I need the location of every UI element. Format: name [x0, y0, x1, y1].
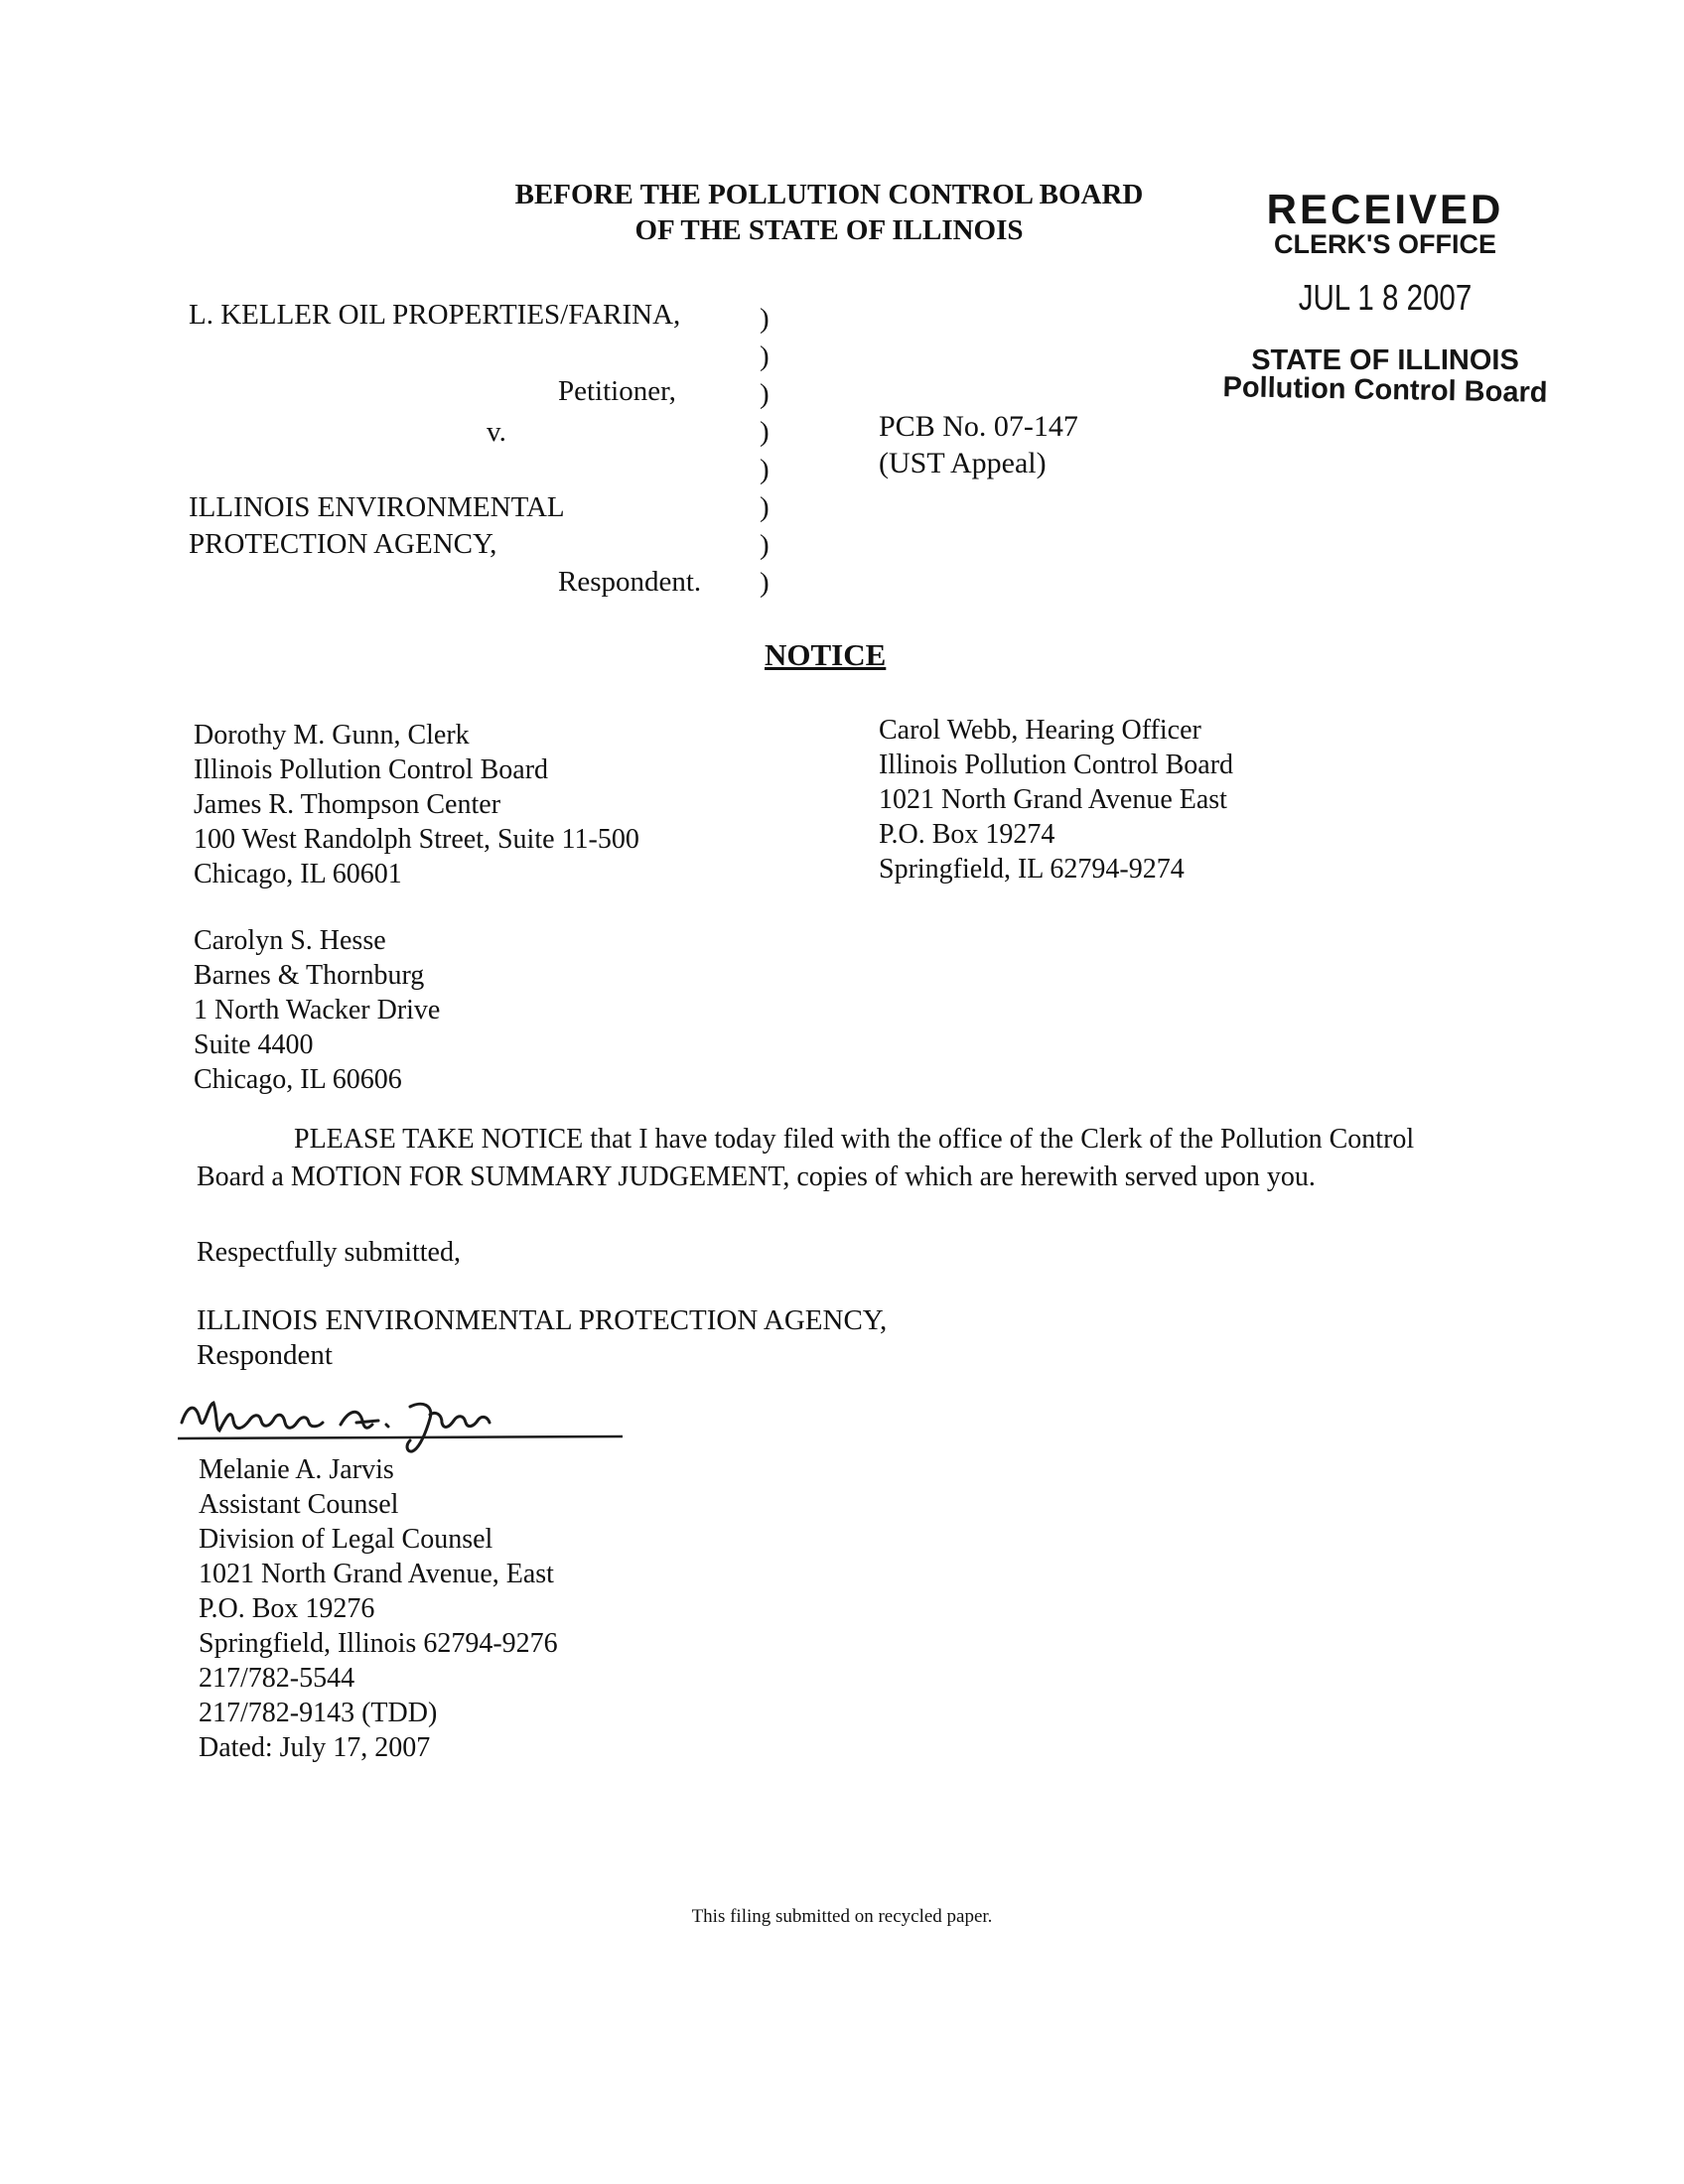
signer-city: Springfield, Illinois 62794-9276 — [199, 1628, 558, 1659]
recipient-address-2 — [879, 713, 1233, 887]
notice-title: NOTICE — [765, 637, 887, 672]
address-line: 1021 North Grand Avenue East — [879, 784, 1227, 815]
closing: Respectfully submitted, — [197, 1237, 461, 1268]
paren: ) — [760, 416, 770, 448]
petitioner-name: L. KELLER OIL PROPERTIES/FARINA, — [189, 299, 681, 331]
paren: ) — [760, 341, 770, 372]
agency-name: ILLINOIS ENVIRONMENTAL PROTECTION AGENCY, — [197, 1304, 888, 1336]
signer-block — [199, 1452, 558, 1765]
stamp-office: CLERK'S OFFICE — [1274, 229, 1496, 259]
caption-parentheses — [760, 300, 770, 602]
signature — [174, 1385, 631, 1454]
signer-phone: 217/782-5544 — [199, 1663, 355, 1694]
versus: v. — [487, 416, 506, 448]
address-line: Suite 4400 — [194, 1029, 314, 1060]
signer-title: Assistant Counsel — [199, 1489, 399, 1520]
notice-body-line-2: Board a MOTION FOR SUMMARY JUDGEMENT, copies of which are herewith served upon you. — [197, 1161, 1316, 1192]
stamp-state: STATE OF ILLINOIS — [1251, 344, 1519, 376]
notice-body-line-1: PLEASE TAKE NOTICE that I have today filed with the office of the Clerk of the Pollution Control — [294, 1124, 1415, 1155]
paren: ) — [760, 567, 770, 599]
respondent-name-1: ILLINOIS ENVIRONMENTAL — [189, 491, 565, 523]
footer-note: This filing submitted on recycled paper. — [691, 1906, 993, 1927]
address-line: Chicago, IL 60606 — [194, 1064, 402, 1095]
address-line: 1 North Wacker Drive — [194, 995, 441, 1025]
address-line: Dorothy M. Gunn, Clerk — [194, 720, 470, 751]
address-line: Illinois Pollution Control Board — [879, 750, 1234, 780]
address-line: P.O. Box 19274 — [879, 819, 1055, 850]
address-line: Barnes & Thornburg — [194, 960, 425, 991]
case-number: PCB No. 07-147 — [879, 410, 1078, 443]
stamp-received: RECEIVED — [1266, 186, 1504, 232]
address-line: Carolyn S. Hesse — [194, 925, 386, 956]
received-stamp — [1221, 186, 1549, 409]
paren: ) — [760, 491, 770, 523]
recipient-address-1 — [194, 718, 639, 891]
signer-tdd: 217/782-9143 (TDD) — [199, 1698, 438, 1728]
stamp-date: JUL 1 8 2007 — [1298, 277, 1473, 318]
signature-scrawl — [174, 1385, 631, 1454]
paren: ) — [760, 378, 770, 410]
signer-street: 1021 North Grand Avenue, East — [199, 1559, 554, 1589]
paren: ) — [760, 454, 770, 485]
address-line: Illinois Pollution Control Board — [194, 754, 549, 785]
address-line: Springfield, IL 62794-9274 — [879, 854, 1185, 885]
petitioner-role: Petitioner, — [558, 375, 676, 407]
signer-po-box: P.O. Box 19276 — [199, 1593, 375, 1624]
paren: ) — [760, 529, 770, 561]
stamp-board: Pollution Control Board — [1222, 371, 1548, 409]
address-line: 100 West Randolph Street, Suite 11-500 — [194, 824, 639, 855]
address-line: Chicago, IL 60601 — [194, 859, 402, 889]
recipient-address-3 — [194, 923, 440, 1097]
board-title-line-2: OF THE STATE OF ILLINOIS — [634, 214, 1024, 246]
signer-date: Dated: July 17, 2007 — [199, 1732, 431, 1763]
case-type: (UST Appeal) — [879, 447, 1047, 479]
address-line: Carol Webb, Hearing Officer — [879, 715, 1201, 746]
respondent-name-2: PROTECTION AGENCY, — [189, 528, 497, 560]
paren: ) — [760, 303, 770, 335]
board-title — [452, 177, 1206, 248]
respondent-role: Respondent. — [558, 566, 702, 598]
address-line: James R. Thompson Center — [194, 789, 501, 820]
signer-name: Melanie A. Jarvis — [199, 1454, 394, 1485]
board-title-line-1: BEFORE THE POLLUTION CONTROL BOARD — [514, 179, 1144, 210]
signer-division: Division of Legal Counsel — [199, 1524, 493, 1555]
agency-role: Respondent — [197, 1339, 333, 1371]
